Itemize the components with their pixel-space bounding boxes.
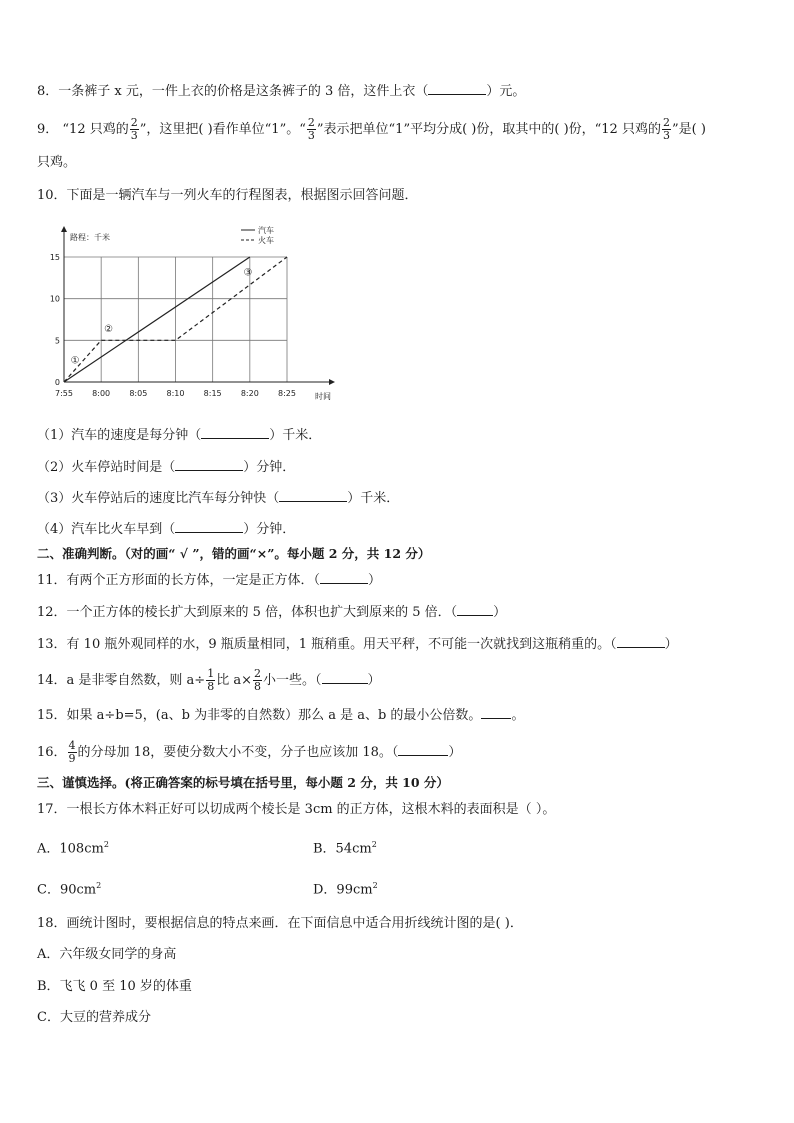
question-13	[37, 635, 678, 654]
answer-blank[interactable]	[398, 743, 448, 756]
subquestion-text: （3）火车停站后的速度比汽车每分钟快（	[37, 491, 280, 506]
superscript: 2	[96, 881, 102, 890]
fraction-denominator: 3	[307, 129, 315, 142]
marker-2: ②	[104, 324, 114, 335]
q13-text: 13．有 10 瓶外观同样的水，9 瓶质量相同，1 瓶稍重。用天平秤，不可能一次就找到这瓶稍重的。（	[37, 637, 617, 652]
y-tick-label: 0	[54, 378, 60, 387]
fraction-denominator: 3	[130, 129, 138, 142]
section-2-text: 二、准确判断。（对的画“ √ ”，错的画“×”。每小题 2 分，共 12 分）	[37, 546, 431, 561]
question-17	[37, 801, 555, 819]
q9-text-2: ”，这里把( )看作单位“1”。“	[139, 122, 306, 137]
q9-text-4: ”是( )	[671, 122, 706, 137]
fraction-2-3	[307, 117, 316, 142]
answer-blank[interactable]	[320, 571, 368, 584]
subquestion-text: （4）汽车比火车早到（	[37, 522, 176, 537]
q10-subquestion-4	[37, 520, 295, 539]
legend-label: 火车	[258, 236, 274, 245]
option-d-text: D．99cm	[313, 882, 373, 898]
q10-subquestion-1	[37, 426, 321, 445]
q16-text-1: 16．	[37, 745, 67, 760]
q10-text: 10．下面是一辆汽车与一列火车的行程图表，根据图示回答问题．	[37, 188, 418, 203]
q11-text-end: ）	[368, 573, 382, 588]
question-8	[37, 82, 525, 101]
subquestion-text-end: ）千米．	[269, 428, 322, 443]
y-tick-label: 5	[54, 336, 60, 346]
q12-text: 12．一个正方体的棱长扩大到原来的 5 倍，体积也扩大到原来的 5 倍．（	[37, 605, 458, 620]
series-line-1	[64, 257, 253, 382]
option-c-text: C．90cm	[37, 882, 97, 898]
question-15	[37, 706, 524, 725]
q17-text: 17．一根长方体木料正好可以切成两个棱长是 3cm 的正方体，这根木料的表面积是（ ）。	[37, 802, 556, 817]
question-11	[37, 571, 381, 590]
subquestion-text: （2）火车停站时间是（	[37, 460, 176, 475]
q9-text-3: ”表示把单位“1”平均分成( )份，取其中的( )份，“12 只鸡的	[316, 122, 661, 137]
answer-blank[interactable]	[279, 489, 347, 502]
fraction-denominator: 8	[207, 680, 215, 693]
q9-text-5: 只鸡。	[37, 155, 77, 170]
fraction-numerator: 4	[68, 739, 76, 752]
fraction-numerator: 1	[207, 667, 215, 680]
q17-option-a[interactable]	[37, 836, 109, 858]
answer-blank[interactable]	[322, 671, 368, 684]
fraction-numerator: 2	[130, 116, 138, 129]
option-a-text: A．六年级女同学的身高	[37, 947, 177, 962]
y-tick-label: 10	[50, 294, 60, 304]
q18-text: 18．画统计图时，要根据信息的特点来画．在下面信息中适合用折线统计图的是( )．	[37, 916, 523, 931]
q8-text-end: ）元。	[486, 84, 526, 99]
x-tick-label: 8:25	[278, 389, 296, 398]
subquestion-text-end: ）千米．	[347, 491, 400, 506]
fraction-numerator: 2	[662, 116, 670, 129]
q10-subquestion-3	[37, 489, 399, 508]
marker-3: ③	[243, 267, 253, 279]
answer-blank[interactable]	[175, 458, 243, 471]
q16-text-end: ）	[448, 745, 462, 760]
option-b-text: B．飞飞 0 至 10 岁的体重	[37, 979, 192, 994]
q17-option-c[interactable]	[37, 877, 101, 899]
x-axis-arrow	[329, 379, 335, 385]
marker-1: ①	[70, 355, 80, 367]
q18-option-c[interactable]	[37, 1009, 151, 1027]
question-18	[37, 915, 523, 933]
fraction-2-8	[253, 668, 262, 693]
fraction-2-3	[662, 117, 671, 142]
x-tick-label: 8:10	[166, 389, 185, 398]
x-tick-label: 8:05	[129, 389, 148, 398]
q17-option-d[interactable]	[313, 877, 378, 899]
q10-subquestion-2	[37, 458, 295, 477]
answer-blank[interactable]	[617, 635, 665, 648]
fraction-4-9	[68, 740, 77, 765]
fraction-denominator: 9	[68, 752, 76, 765]
q9-text-1: 9． “12 只鸡的	[37, 122, 129, 137]
q11-text: 11．有两个正方形面的长方体，一定是正方体．（	[37, 573, 321, 588]
x-tick-label: 7:55	[55, 389, 73, 398]
question-10	[37, 187, 418, 205]
q13-text-end: ）	[664, 637, 678, 652]
section-3-text: 三、谨慎选择。(将正确答案的标号填在括号里，每小题 2 分，共 10 分）	[37, 775, 449, 790]
subquestion-text-end: ）分钟．	[243, 522, 296, 537]
q15-text-end: 。	[511, 708, 525, 723]
x-tick-label: 8:00	[92, 389, 111, 398]
chart-grid	[64, 257, 287, 382]
q14-text-2: 比 a×	[216, 673, 252, 688]
option-b-text: B．54cm	[313, 841, 372, 857]
y-axis-label: 路程：千米	[70, 233, 110, 242]
answer-blank[interactable]	[175, 520, 243, 533]
fraction-numerator: 2	[253, 667, 261, 680]
y-axis-arrow	[61, 226, 67, 232]
answer-blank[interactable]	[201, 426, 269, 439]
q18-option-a[interactable]	[37, 946, 176, 964]
fraction-denominator: 8	[253, 680, 261, 693]
y-tick-label: 15	[50, 253, 60, 262]
q16-text-2: 的分母加 18，要使分数大小不变，分子也应该加 18。（	[77, 745, 399, 760]
q12-text-end: ）	[493, 605, 507, 620]
option-c-text: C．大豆的营养成分	[37, 1010, 151, 1025]
chart-ticks	[50, 253, 296, 398]
question-16	[37, 740, 461, 765]
chart-labels	[70, 225, 331, 401]
fraction-denominator: 3	[662, 129, 670, 142]
subquestion-text-end: ）分钟．	[243, 460, 296, 475]
superscript: 2	[103, 840, 109, 849]
superscript: 2	[371, 840, 377, 849]
q17-option-b[interactable]	[313, 836, 377, 858]
q15-text: 15．如果 a÷b=5，(a、b 为非零的自然数）那么 a 是 a、b 的最小公倍数。	[37, 708, 482, 723]
q14-text-3: 小一些。（	[262, 673, 322, 688]
legend-label: 汽车	[258, 226, 274, 235]
q8-text: 8．一条裤子 x 元，一件上衣的价格是这条裤子的 3 倍，这件上衣（	[37, 84, 429, 99]
section-3-heading	[37, 774, 449, 792]
section-2-heading	[37, 545, 430, 563]
question-12	[37, 603, 506, 622]
q18-option-b[interactable]	[37, 978, 192, 996]
answer-blank[interactable]	[457, 603, 493, 616]
chart-axes	[61, 226, 335, 385]
question-14	[37, 668, 381, 693]
x-tick-label: 8:20	[240, 389, 259, 398]
x-tick-label: 8:15	[203, 389, 222, 398]
x-axis-label: 时间	[315, 392, 331, 401]
option-a-text: A．108cm	[37, 841, 104, 857]
answer-blank[interactable]	[428, 82, 486, 95]
q14-text-1: 14．a 是非零自然数，则 a÷	[37, 673, 206, 688]
fraction-2-3	[130, 117, 139, 142]
answer-blank[interactable]	[481, 706, 511, 719]
fraction-1-8	[206, 668, 215, 693]
question-9-cont	[37, 154, 76, 172]
superscript: 2	[372, 881, 378, 890]
question-9	[37, 117, 706, 142]
travel-chart	[50, 222, 350, 407]
fraction-numerator: 2	[307, 116, 315, 129]
subquestion-text: （1）汽车的速度是每分钟（	[37, 428, 202, 443]
q14-text-end: ）	[367, 673, 381, 688]
